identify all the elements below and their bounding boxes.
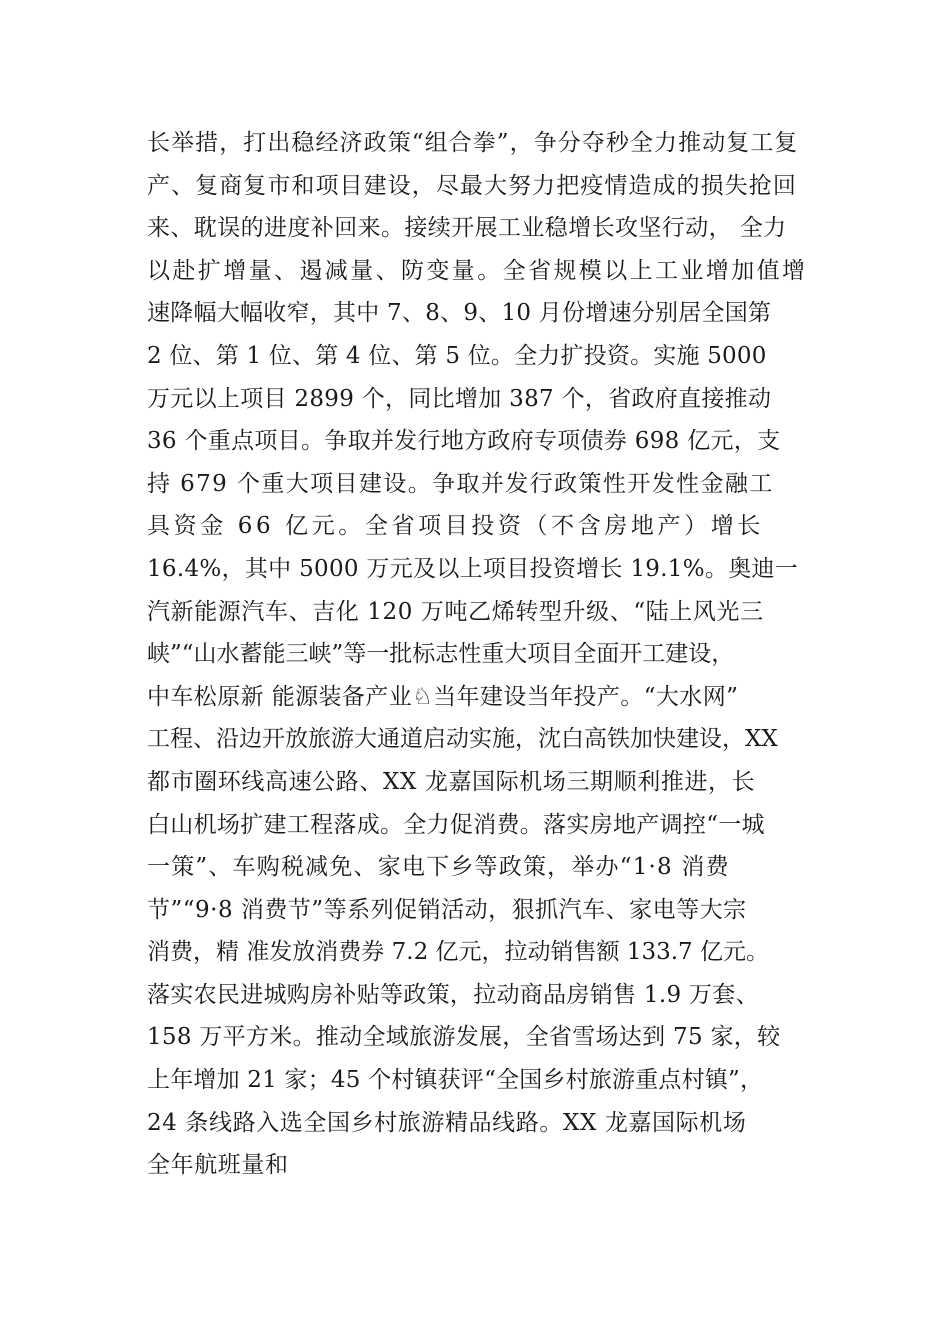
text-line: 以赴扩增量、遏减量、防变量。全省规模以上工业增加值增 (147, 257, 808, 284)
text-line: 持 679 个重大项目建设。争取并发行政策性开发性金融工 (147, 470, 774, 497)
text-line: 158 万平方米。推动全域旅游发展，全省雪场达到 75 家，较 (147, 1024, 781, 1051)
text-line: 都市圈环线高速公路、XX 龙嘉国际机场三期顺利推进，长 (147, 768, 756, 795)
body-paragraph (147, 122, 837, 1187)
text-line: 16.4%，其中 5000 万元及以上项目投资增长 19.1%。奥迪一 (147, 555, 799, 582)
text-line: 具资金 66 亿元。全省项目投资（不含房地产）增长 (147, 513, 764, 540)
text-line: 36 个重点项目。争取并发行地方政府专项债券 698 亿元，支 (147, 428, 781, 455)
text-line: 上年增加 21 家；45 个村镇获评“全国乡村旅游重点村镇”， (147, 1067, 764, 1094)
text-line: 来、耽误的进度补回来。接续开展工业稳增长攻坚行动， 全力 (147, 215, 787, 242)
text-line: 产、复商复市和项目建设，尽最大努力把疫情造成的损失抢回 (147, 172, 797, 199)
text-line: 消费，精 准发放消费券 7.2 亿元，拉动销售额 133.7 亿元。 (147, 939, 769, 966)
text-line: 落实农民进城购房补贴等政策，拉动商品房销售 1.9 万套、 (147, 981, 759, 1008)
text-line: 汽新能源汽车、吉化 120 万吨乙烯转型升级、“陆上风光三 (147, 598, 764, 625)
text-line: 速降幅大幅收窄，其中 7、8、9、10 月份增速分别居全国第 (147, 300, 772, 327)
text-line: 长举措，打出稳经济政策“组合拳”，争分夺秒全力推动复工复 (147, 130, 799, 156)
text-line: 万元以上项目 2899 个，同比增加 387 个，省政府直接推动 (147, 385, 772, 412)
text-line: 一策”、车购税减免、家电下乡等政策，举办“1·8 消费 (147, 854, 730, 881)
text-line: 2 位、第 1 位、第 4 位、第 5 位。全力扩投资。实施 5000 (147, 342, 767, 369)
text-line: 全年航班量和 (147, 1152, 289, 1179)
text-line: 白山机场扩建工程落成。全力促消费。落实房地产调控“一城 (147, 811, 765, 838)
text-line: 节”“9·8 消费节”等系列促销活动，狠抓汽车、家电等大宗 (147, 896, 747, 923)
text-line: 工程、沿边开放旅游大通道启动实施，沈白高铁加快建设，XX (147, 726, 778, 753)
text-line: 中车松原新 能源装备产业♘当年建设当年投产。“大水网” (147, 683, 739, 710)
text-line: 24 条线路入选全国乡村旅游精品线路。XX 龙嘉国际机场 (147, 1109, 747, 1136)
text-line: 峡”“山水蓄能三峡”等一批标志性重大项目全面开工建设， (147, 641, 735, 668)
